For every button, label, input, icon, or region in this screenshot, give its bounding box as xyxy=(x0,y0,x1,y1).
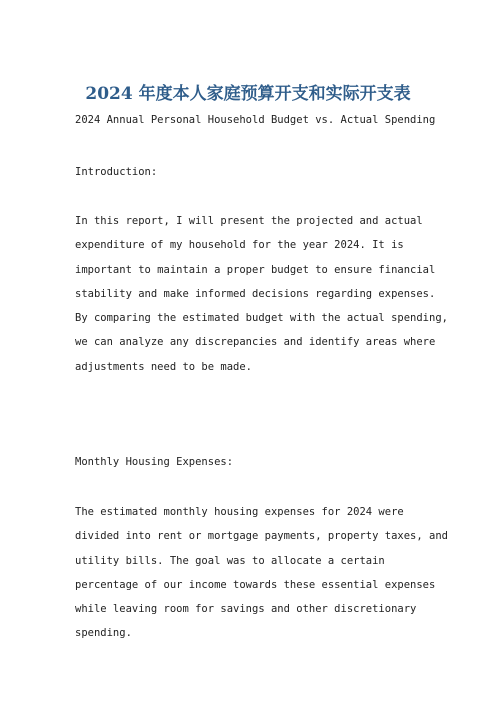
paragraph-line: while leaving room for savings and other discretionary xyxy=(75,603,417,616)
paragraph-line: percentage of our income towards these essential expenses xyxy=(75,578,436,591)
paragraph-line: we can analyze any discrepancies and identify areas where xyxy=(75,336,436,349)
paragraph-line: utility bills. The goal was to allocate a certain xyxy=(75,554,385,567)
housing-paragraph xyxy=(75,500,448,646)
paragraph-line: stability and make informed decisions regarding expenses. xyxy=(75,287,436,300)
paragraph-line: The estimated monthly housing expenses for 2024 were xyxy=(75,506,404,518)
paragraph-line: In this report, I will present the projected and actual xyxy=(75,215,423,227)
paragraph-line: divided into rent or mortgage payments, property taxes, and xyxy=(75,530,448,543)
section-heading-housing: Monthly Housing Expenses: xyxy=(75,456,234,468)
paragraph-line: spending. xyxy=(75,627,132,640)
paragraph-line: adjustments need to be made. xyxy=(75,360,253,373)
paragraph-line: important to maintain a proper budget to ensure financial xyxy=(75,263,436,276)
paragraph-line: By comparing the estimated budget with the actual spending, xyxy=(75,312,448,325)
section-heading-introduction: Introduction: xyxy=(75,166,158,178)
document-subtitle: 2024 Annual Personal Household Budget vs. Actual Spending xyxy=(75,114,436,126)
paragraph-line: expenditure of my household for the year 2024. It is xyxy=(75,239,404,252)
introduction-paragraph xyxy=(75,209,448,379)
document-title: 2024 年度本人家庭预算开支和实际开支表 xyxy=(85,84,411,104)
